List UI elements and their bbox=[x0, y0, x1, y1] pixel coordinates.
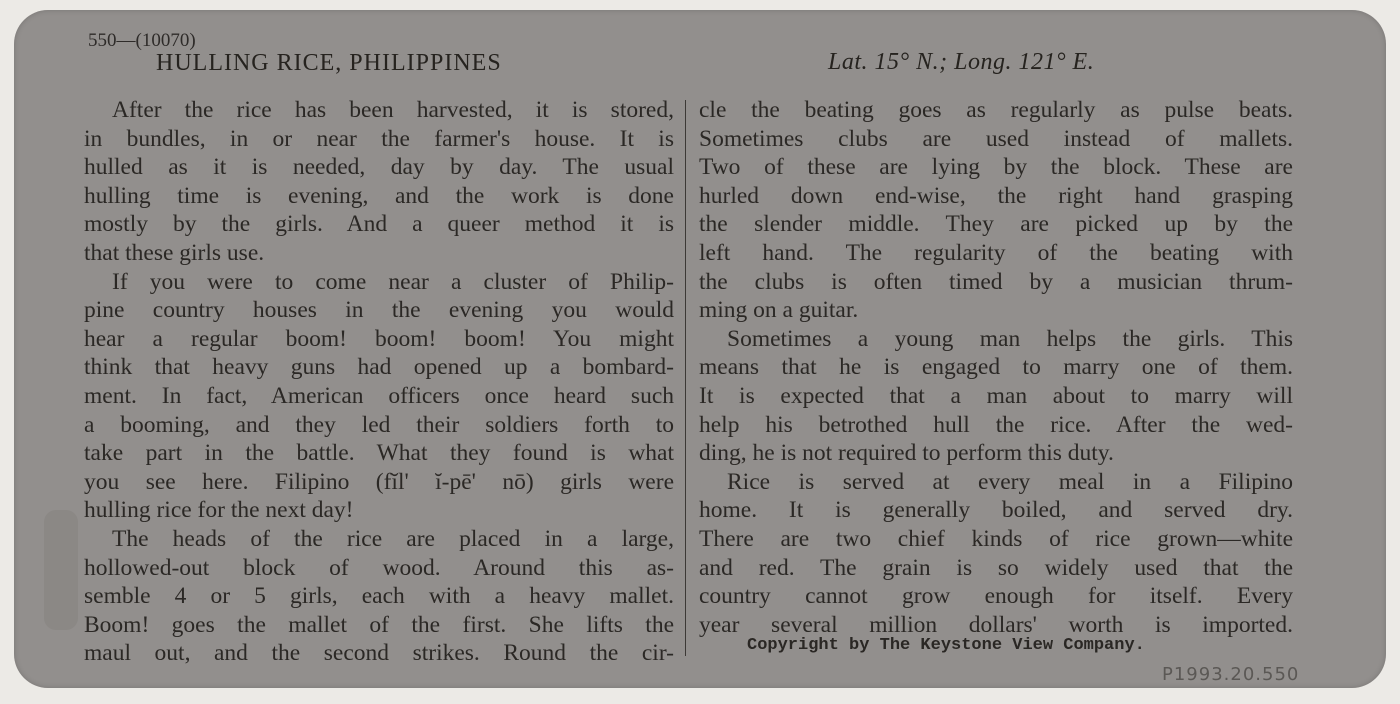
text-line: Sometimes clubs are used instead of mallets. bbox=[699, 125, 1293, 152]
text-line: hear a regular boom! boom! boom! You might bbox=[84, 325, 674, 352]
right-text-column bbox=[699, 96, 1293, 639]
text-line: It is expected that a man about to marry will bbox=[699, 382, 1293, 409]
text-line: ding, he is not required to perform this duty. bbox=[699, 440, 1114, 467]
text-line: After the rice has been harvested, it is stored, bbox=[112, 97, 674, 123]
text-line: in bundles, in or near the farmer's house. It is bbox=[84, 125, 674, 152]
text-line: ming on a guitar. bbox=[699, 297, 859, 324]
text-line: a booming, and they led their soldiers forth to bbox=[84, 411, 674, 438]
text-line: and red. The grain is so widely used that the bbox=[699, 554, 1293, 581]
text-line: The heads of the rice are placed in a large, bbox=[112, 525, 674, 552]
lat-long-coordinates: Lat. 15° N.; Long. 121° E. bbox=[828, 49, 1095, 75]
text-line: hollowed-out block of wood. Around this as- bbox=[84, 554, 674, 581]
copyright-notice: Copyright by The Keystone View Company. bbox=[747, 636, 1145, 655]
text-line: the clubs is often timed by a musician thrum- bbox=[699, 268, 1293, 295]
column-divider bbox=[685, 100, 686, 656]
text-line: Two of these are lying by the block. These are bbox=[699, 154, 1293, 181]
text-line: mostly by the girls. And a queer method it is bbox=[84, 211, 674, 238]
text-line: If you were to come near a cluster of Philip- bbox=[112, 268, 674, 295]
page-title: HULLING RICE, PHILIPPINES bbox=[156, 50, 502, 76]
text-line: Sometimes a young man helps the girls. This bbox=[727, 325, 1293, 352]
accession-number: P1993.20.550 bbox=[1162, 664, 1300, 685]
text-line: hurled down end-wise, the right hand grasping bbox=[699, 182, 1293, 209]
text-line: ment. In fact, American officers once heard such bbox=[84, 382, 674, 409]
paper-stain bbox=[44, 510, 78, 630]
text-line: the slender middle. They are picked up by the bbox=[699, 211, 1293, 238]
text-line: Boom! goes the mallet of the first. She lifts the bbox=[84, 611, 674, 638]
text-line: means that he is engaged to marry one of them. bbox=[699, 354, 1293, 381]
text-line: hulling time is evening, and the work is done bbox=[84, 182, 674, 209]
text-line: semble 4 or 5 girls, each with a heavy mallet. bbox=[84, 583, 674, 610]
text-line: you see here. Filipino (fĭl' ĭ-pē' nō) girls were bbox=[84, 468, 674, 495]
catalog-number: 550—(10070) bbox=[88, 30, 196, 51]
text-line: country cannot grow enough for itself. Every bbox=[699, 583, 1293, 610]
left-text-column bbox=[84, 96, 674, 668]
text-line: maul out, and the second strikes. Round the cir- bbox=[84, 640, 674, 667]
text-line: think that heavy guns had opened up a bombard- bbox=[84, 354, 674, 381]
text-line: help his betrothed hull the rice. After the wed- bbox=[699, 411, 1293, 438]
text-line: take part in the battle. What they found is what bbox=[84, 440, 674, 467]
text-line: home. It is generally boiled, and served dry. bbox=[699, 497, 1293, 524]
text-line: year several million dollars' worth is imported. bbox=[699, 611, 1293, 638]
text-line: hulled as it is needed, day by day. The usual bbox=[84, 154, 674, 181]
text-line: hulling rice for the next day! bbox=[84, 497, 354, 524]
text-line: left hand. The regularity of the beating with bbox=[699, 239, 1293, 266]
text-line: cle the beating goes as regularly as pulse beats. bbox=[699, 97, 1293, 123]
text-line: There are two chief kinds of rice grown—white bbox=[699, 525, 1293, 552]
text-line: that these girls use. bbox=[84, 239, 265, 266]
text-line: pine country houses in the evening you would bbox=[84, 297, 674, 324]
text-line: Rice is served at every meal in a Filipino bbox=[727, 468, 1293, 495]
